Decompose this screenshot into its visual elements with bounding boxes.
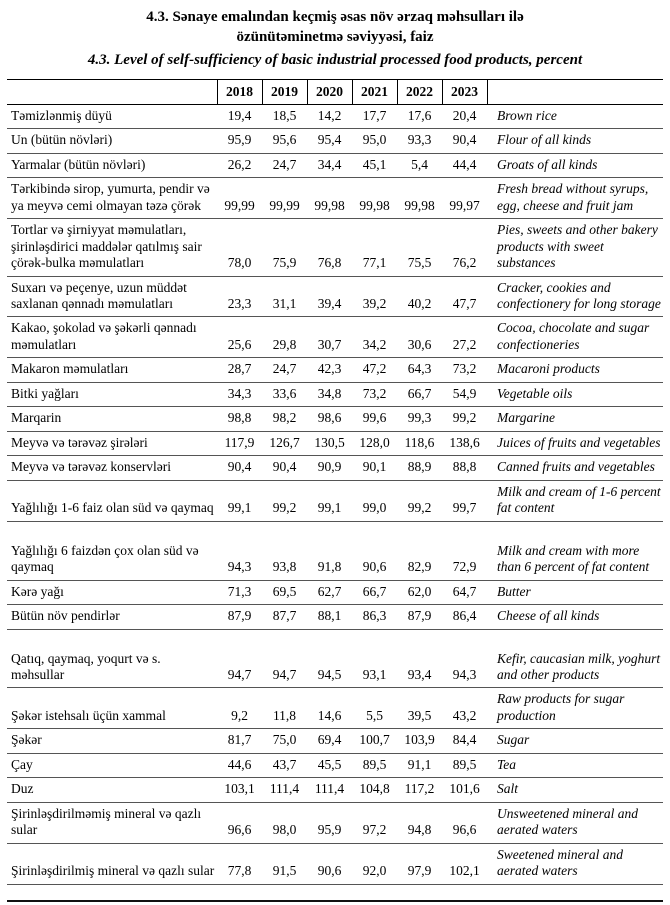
- product-name-en: Sweetened mineral and aerated waters: [487, 843, 663, 884]
- value-cell: 24,7: [262, 358, 307, 382]
- value-cell: 77,1: [352, 219, 397, 276]
- product-name-az: Meyvə və tərəvəz konservləri: [7, 456, 217, 480]
- product-name-az: Marqarin: [7, 407, 217, 431]
- product-name-en: Cheese of all kinds: [487, 605, 663, 629]
- value-cell: 14,2: [307, 104, 352, 128]
- value-cell: 62,0: [397, 580, 442, 604]
- value-cell: 87,9: [217, 605, 262, 629]
- product-name-az: Qatıq, qaymaq, yoqurt və s. məhsullar: [7, 629, 217, 688]
- value-cell: 102,1: [442, 843, 487, 884]
- value-cell: 39,2: [352, 276, 397, 317]
- product-name-az: Meyvə və tərəvəz şirələri: [7, 431, 217, 455]
- value-cell: 17,6: [397, 104, 442, 128]
- table-row: [7, 753, 663, 777]
- product-name-en: Unsweetened mineral and aerated waters: [487, 802, 663, 843]
- value-cell: 89,5: [352, 753, 397, 777]
- product-name-az: Şirinləşdirilmiş mineral və qazlı sular: [7, 843, 217, 884]
- value-cell: 62,7: [307, 580, 352, 604]
- value-cell: 30,6: [397, 317, 442, 358]
- product-name-en: Fresh bread without syrups, egg, cheese and fruit jam: [487, 178, 663, 219]
- table-row: [7, 456, 663, 480]
- value-cell: 90,6: [352, 521, 397, 580]
- value-cell: 94,8: [397, 802, 442, 843]
- value-cell: 45,1: [352, 153, 397, 177]
- value-cell: 88,9: [397, 456, 442, 480]
- product-name-en: Cracker, cookies and confectionery for long storage: [487, 276, 663, 317]
- value-cell: 26,2: [217, 153, 262, 177]
- value-cell: 72,9: [442, 521, 487, 580]
- value-cell: 9,2: [217, 688, 262, 729]
- value-cell: 90,4: [262, 456, 307, 480]
- value-cell: 39,5: [397, 688, 442, 729]
- product-name-az: Çay: [7, 753, 217, 777]
- product-name-en: Margarine: [487, 407, 663, 431]
- product-name-en: Vegetable oils: [487, 382, 663, 406]
- value-cell: 5,5: [352, 688, 397, 729]
- value-cell: 98,8: [217, 407, 262, 431]
- product-name-az: Suxarı və peçenye, uzun müddət saxlanan qənnadı məmulatları: [7, 276, 217, 317]
- product-name-az: Yarmalar (bütün növləri): [7, 153, 217, 177]
- value-cell: 99,99: [262, 178, 307, 219]
- product-name-en: Tea: [487, 753, 663, 777]
- table-bottom-rule: [7, 900, 663, 902]
- value-cell: 117,2: [397, 778, 442, 802]
- value-cell: 118,6: [397, 431, 442, 455]
- value-cell: 99,3: [397, 407, 442, 431]
- value-cell: 97,2: [352, 802, 397, 843]
- value-cell: 91,8: [307, 521, 352, 580]
- table-row: [7, 688, 663, 729]
- value-cell: 93,4: [397, 629, 442, 688]
- product-name-az: Şirinləşdirilməmiş mineral və qazlı sular: [7, 802, 217, 843]
- table-row: [7, 778, 663, 802]
- value-cell: 39,4: [307, 276, 352, 317]
- table-row: [7, 521, 663, 580]
- table-row: [7, 153, 663, 177]
- value-cell: 86,3: [352, 605, 397, 629]
- empty-header-cell-right: [487, 79, 663, 104]
- product-name-az: Kakao, şokolad və şəkərli qənnadı məmulatları: [7, 317, 217, 358]
- value-cell: 47,7: [442, 276, 487, 317]
- value-cell: 126,7: [262, 431, 307, 455]
- value-cell: 94,7: [217, 629, 262, 688]
- table-row: [7, 580, 663, 604]
- value-cell: 128,0: [352, 431, 397, 455]
- table-row: [7, 605, 663, 629]
- value-cell: 75,5: [397, 219, 442, 276]
- value-cell: 34,4: [307, 153, 352, 177]
- year-header-2023: 2023: [442, 79, 487, 104]
- value-cell: 99,7: [442, 480, 487, 521]
- value-cell: 92,0: [352, 843, 397, 884]
- self-sufficiency-table: [7, 79, 663, 885]
- value-cell: 99,97: [442, 178, 487, 219]
- year-header-2020: 2020: [307, 79, 352, 104]
- value-cell: 40,2: [397, 276, 442, 317]
- title-az-line1: 4.3. Sənaye emalından keçmiş əsas növ ərzaq məhsulları ilə: [146, 9, 524, 25]
- product-name-en: Macaroni products: [487, 358, 663, 382]
- value-cell: 66,7: [397, 382, 442, 406]
- product-name-en: Cocoa, chocolate and sugar confectioneries: [487, 317, 663, 358]
- value-cell: 34,3: [217, 382, 262, 406]
- value-cell: 19,4: [217, 104, 262, 128]
- table-row: [7, 802, 663, 843]
- value-cell: 90,4: [217, 456, 262, 480]
- table-body: [7, 104, 663, 884]
- product-name-az: Bitki yağları: [7, 382, 217, 406]
- value-cell: 89,5: [442, 753, 487, 777]
- value-cell: 30,7: [307, 317, 352, 358]
- value-cell: 99,1: [217, 480, 262, 521]
- product-name-az: Yağlılığı 6 faizdən çox olan süd və qaymaq: [7, 521, 217, 580]
- value-cell: 78,0: [217, 219, 262, 276]
- value-cell: 87,7: [262, 605, 307, 629]
- product-name-az: Təmizlənmiş düyü: [7, 104, 217, 128]
- value-cell: 88,8: [442, 456, 487, 480]
- value-cell: 111,4: [262, 778, 307, 802]
- value-cell: 42,3: [307, 358, 352, 382]
- value-cell: 84,4: [442, 729, 487, 753]
- table-row: [7, 358, 663, 382]
- value-cell: 77,8: [217, 843, 262, 884]
- value-cell: 97,9: [397, 843, 442, 884]
- value-cell: 96,6: [217, 802, 262, 843]
- value-cell: 99,98: [352, 178, 397, 219]
- value-cell: 87,9: [397, 605, 442, 629]
- value-cell: 73,2: [442, 358, 487, 382]
- value-cell: 73,2: [352, 382, 397, 406]
- empty-header-cell-left: [7, 79, 217, 104]
- value-cell: 104,8: [352, 778, 397, 802]
- value-cell: 86,4: [442, 605, 487, 629]
- value-cell: 64,3: [397, 358, 442, 382]
- table-row: [7, 104, 663, 128]
- value-cell: 98,0: [262, 802, 307, 843]
- product-name-en: Salt: [487, 778, 663, 802]
- value-cell: 90,4: [442, 129, 487, 153]
- product-name-en: Brown rice: [487, 104, 663, 128]
- value-cell: 18,5: [262, 104, 307, 128]
- value-cell: 76,2: [442, 219, 487, 276]
- value-cell: 95,9: [217, 129, 262, 153]
- table-row: [7, 178, 663, 219]
- value-cell: 17,7: [352, 104, 397, 128]
- year-header-2021: 2021: [352, 79, 397, 104]
- value-cell: 117,9: [217, 431, 262, 455]
- value-cell: 91,5: [262, 843, 307, 884]
- product-name-az: Tərkibində sirop, yumurta, pendir və ya meyvə cemi olmayan təzə çörək: [7, 178, 217, 219]
- value-cell: 81,7: [217, 729, 262, 753]
- value-cell: 90,6: [307, 843, 352, 884]
- product-name-az: Kərə yağı: [7, 580, 217, 604]
- table-row: [7, 480, 663, 521]
- product-name-en: Flour of all kinds: [487, 129, 663, 153]
- value-cell: 98,2: [262, 407, 307, 431]
- value-cell: 5,4: [397, 153, 442, 177]
- value-cell: 20,4: [442, 104, 487, 128]
- value-cell: 24,7: [262, 153, 307, 177]
- year-header-2019: 2019: [262, 79, 307, 104]
- product-name-az: Tortlar və şirniyyat məmulatları, şirinləşdirici maddələr qatılmış sair çörək-bulka məmulatları: [7, 219, 217, 276]
- value-cell: 100,7: [352, 729, 397, 753]
- table-row: [7, 843, 663, 884]
- value-cell: 90,1: [352, 456, 397, 480]
- value-cell: 99,2: [262, 480, 307, 521]
- value-cell: 98,6: [307, 407, 352, 431]
- product-name-az: Duz: [7, 778, 217, 802]
- table-row: [7, 729, 663, 753]
- value-cell: 93,1: [352, 629, 397, 688]
- value-cell: 99,1: [307, 480, 352, 521]
- value-cell: 95,4: [307, 129, 352, 153]
- value-cell: 44,6: [217, 753, 262, 777]
- table-row: [7, 431, 663, 455]
- product-name-en: Pies, sweets and other bakery products with sweet substances: [487, 219, 663, 276]
- value-cell: 75,0: [262, 729, 307, 753]
- product-name-en: Kefir, caucasian milk, yoghurt and other products: [487, 629, 663, 688]
- value-cell: 99,98: [397, 178, 442, 219]
- value-cell: 82,9: [397, 521, 442, 580]
- table-row: [7, 317, 663, 358]
- product-name-az: Un (bütün növləri): [7, 129, 217, 153]
- value-cell: 44,4: [442, 153, 487, 177]
- product-name-en: Juices of fruits and vegetables: [487, 431, 663, 455]
- value-cell: 96,6: [442, 802, 487, 843]
- value-cell: 43,7: [262, 753, 307, 777]
- value-cell: 101,6: [442, 778, 487, 802]
- value-cell: 99,98: [307, 178, 352, 219]
- product-name-en: Canned fruits and vegetables: [487, 456, 663, 480]
- product-name-en: Milk and cream of 1-6 percent fat content: [487, 480, 663, 521]
- year-header-2022: 2022: [397, 79, 442, 104]
- value-cell: 64,7: [442, 580, 487, 604]
- value-cell: 94,5: [307, 629, 352, 688]
- value-cell: 103,1: [217, 778, 262, 802]
- value-cell: 31,1: [262, 276, 307, 317]
- value-cell: 88,1: [307, 605, 352, 629]
- titles: [0, 0, 670, 70]
- value-cell: 43,2: [442, 688, 487, 729]
- value-cell: 111,4: [307, 778, 352, 802]
- table-row: [7, 407, 663, 431]
- value-cell: 93,8: [262, 521, 307, 580]
- table-row: [7, 629, 663, 688]
- value-cell: 54,9: [442, 382, 487, 406]
- value-cell: 95,0: [352, 129, 397, 153]
- title-az-line2: özünütəminetmə səviyyəsi, faiz: [236, 29, 434, 46]
- value-cell: 71,3: [217, 580, 262, 604]
- value-cell: 99,2: [397, 480, 442, 521]
- value-cell: 34,8: [307, 382, 352, 406]
- product-name-en: Raw products for sugar production: [487, 688, 663, 729]
- value-cell: 11,8: [262, 688, 307, 729]
- value-cell: 34,2: [352, 317, 397, 358]
- value-cell: 27,2: [442, 317, 487, 358]
- product-name-az: Yağlılığı 1-6 faiz olan süd və qaymaq: [7, 480, 217, 521]
- year-header-2018: 2018: [217, 79, 262, 104]
- value-cell: 138,6: [442, 431, 487, 455]
- title-az: [0, 7, 670, 48]
- year-header-row: [7, 79, 663, 104]
- product-name-az: Bütün növ pendirlər: [7, 605, 217, 629]
- table-row: [7, 129, 663, 153]
- value-cell: 91,1: [397, 753, 442, 777]
- table-row: [7, 276, 663, 317]
- value-cell: 93,3: [397, 129, 442, 153]
- product-name-en: Groats of all kinds: [487, 153, 663, 177]
- value-cell: 69,4: [307, 729, 352, 753]
- product-name-az: Şəkər istehsalı üçün xammal: [7, 688, 217, 729]
- value-cell: 76,8: [307, 219, 352, 276]
- value-cell: 29,8: [262, 317, 307, 358]
- value-cell: 75,9: [262, 219, 307, 276]
- value-cell: 90,9: [307, 456, 352, 480]
- product-name-en: Sugar: [487, 729, 663, 753]
- product-name-en: Butter: [487, 580, 663, 604]
- value-cell: 23,3: [217, 276, 262, 317]
- value-cell: 99,6: [352, 407, 397, 431]
- value-cell: 99,0: [352, 480, 397, 521]
- value-cell: 25,6: [217, 317, 262, 358]
- value-cell: 94,7: [262, 629, 307, 688]
- value-cell: 33,6: [262, 382, 307, 406]
- table-row: [7, 382, 663, 406]
- value-cell: 95,9: [307, 802, 352, 843]
- value-cell: 99,99: [217, 178, 262, 219]
- product-name-en: Milk and cream with more than 6 percent of fat content: [487, 521, 663, 580]
- value-cell: 69,5: [262, 580, 307, 604]
- value-cell: 47,2: [352, 358, 397, 382]
- value-cell: 99,2: [442, 407, 487, 431]
- value-cell: 94,3: [217, 521, 262, 580]
- value-cell: 14,6: [307, 688, 352, 729]
- value-cell: 66,7: [352, 580, 397, 604]
- product-name-az: Makaron məmulatları: [7, 358, 217, 382]
- table-row: [7, 219, 663, 276]
- value-cell: 94,3: [442, 629, 487, 688]
- title-en: 4.3. Level of self-sufficiency of basic industrial processed food products, percent: [87, 51, 583, 68]
- value-cell: 45,5: [307, 753, 352, 777]
- value-cell: 28,7: [217, 358, 262, 382]
- product-name-az: Şəkər: [7, 729, 217, 753]
- value-cell: 95,6: [262, 129, 307, 153]
- value-cell: 103,9: [397, 729, 442, 753]
- value-cell: 130,5: [307, 431, 352, 455]
